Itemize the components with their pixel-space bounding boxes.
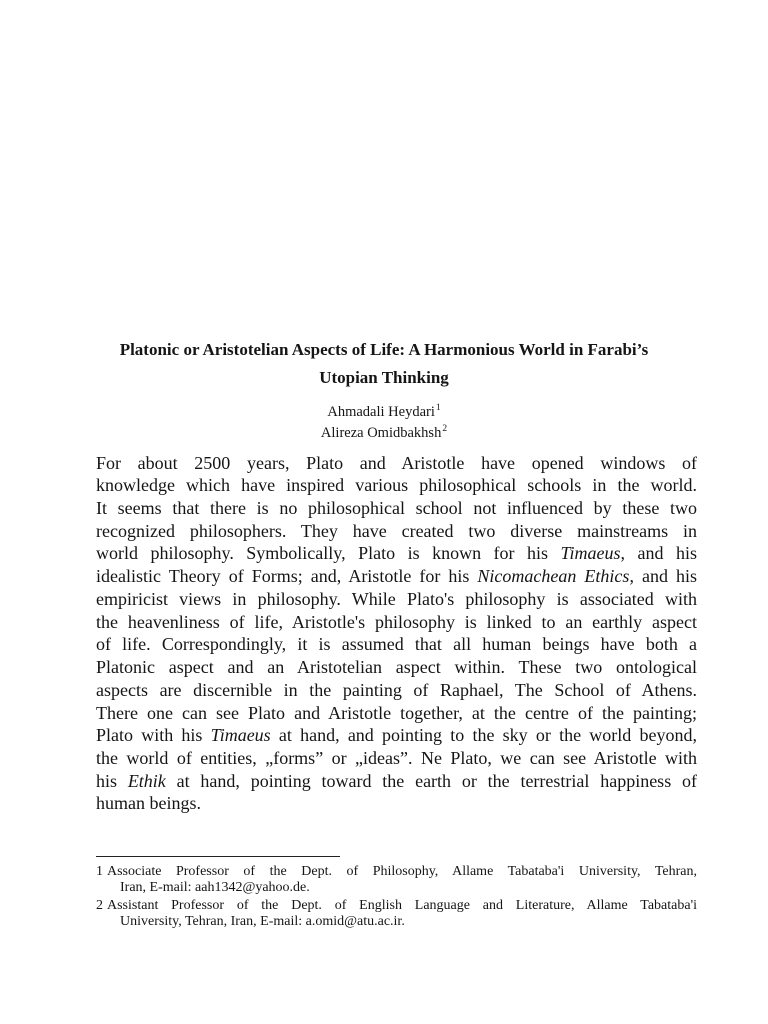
footnote-text: University, Tehran, Iran, E-mail: a.omid@atu.ac.ir. bbox=[120, 914, 405, 930]
footnote-separator bbox=[96, 856, 340, 857]
footnote-number: 1 bbox=[96, 863, 103, 879]
italic-work-title: Timaeus bbox=[560, 543, 621, 564]
body-line bbox=[96, 497, 697, 520]
body-line bbox=[96, 474, 697, 497]
line-text: , and his bbox=[629, 566, 698, 587]
footnote-line bbox=[96, 864, 697, 881]
body-line bbox=[96, 679, 697, 702]
footnote bbox=[96, 864, 697, 897]
body-line bbox=[96, 747, 697, 770]
italic-work-title: Ethik bbox=[127, 770, 166, 791]
italic-work-title: Timaeus bbox=[210, 725, 271, 746]
body-line bbox=[96, 770, 697, 793]
italic-work-title: Nicomachean Ethics bbox=[477, 566, 630, 587]
body-line bbox=[96, 702, 697, 725]
line-text: the heavenliness of life, Aristotle's philosophy is linked to an earthly aspect bbox=[96, 611, 697, 632]
paper-title-line: Utopian Thinking bbox=[319, 368, 449, 387]
author-name: Ahmadali Heydari bbox=[327, 403, 435, 420]
abstract-paragraph bbox=[96, 452, 697, 816]
body-line bbox=[96, 633, 697, 656]
footnote bbox=[96, 898, 697, 931]
footnotes bbox=[96, 864, 697, 931]
body-line bbox=[96, 724, 697, 747]
author-name: Alireza Omidbakhsh bbox=[320, 424, 442, 441]
paper-title bbox=[0, 336, 768, 392]
author-footnote-mark: 1 bbox=[435, 402, 441, 413]
line-text: , and his bbox=[620, 543, 697, 564]
line-text: There one can see Plato and Aristotle together, at the centre of the painting; bbox=[96, 702, 697, 723]
line-text: aspects are discernible in the painting of Raphael, The School of Athens. bbox=[96, 679, 697, 700]
footnote-text: Iran, E-mail: aah1342@yahoo.de. bbox=[120, 880, 310, 896]
footnote-number: 2 bbox=[96, 897, 103, 913]
body-line bbox=[96, 452, 697, 475]
footnote-line bbox=[96, 898, 697, 915]
body-line bbox=[96, 588, 697, 611]
line-text: Plato with his bbox=[96, 725, 211, 746]
line-text: human beings. bbox=[96, 793, 201, 814]
body-line bbox=[96, 520, 697, 543]
line-text: his bbox=[96, 770, 128, 791]
footnote-text: Assistant Professor of the Dept. of English Language and Literature, Allame Tabataba'i bbox=[107, 897, 697, 913]
footnote-text: Associate Professor of the Dept. of Philosophy, Allame Tabataba'i University, Tehran, bbox=[107, 863, 697, 879]
author bbox=[0, 423, 768, 444]
footnote-line bbox=[96, 914, 697, 931]
line-text: of life. Correspondingly, it is assumed that all human beings have both a bbox=[96, 634, 697, 655]
line-text: recognized philosophers. They have created two diverse mainstreams in bbox=[96, 520, 697, 541]
line-text: empiricist views in philosophy. While Plato's philosophy is associated with bbox=[96, 588, 697, 609]
line-text: Platonic aspect and an Aristotelian aspect within. These two ontological bbox=[96, 657, 697, 678]
line-text: at hand, and pointing to the sky or the world beyond, bbox=[270, 725, 698, 746]
line-text: It seems that there is no philosophical school not influenced by these two bbox=[96, 498, 697, 519]
line-text: at hand, pointing toward the earth or the terrestrial happiness of bbox=[165, 770, 697, 791]
line-text: knowledge which have inspired various philosophical schools in the world. bbox=[96, 475, 697, 496]
body-line bbox=[96, 656, 697, 679]
author-footnote-mark: 2 bbox=[442, 423, 448, 434]
paper-title-line: Platonic or Aristotelian Aspects of Life: A Harmonious World in Farabi’s bbox=[119, 340, 649, 359]
body-line bbox=[96, 611, 697, 634]
author bbox=[0, 402, 768, 423]
line-text: world philosophy. Symbolically, Plato is known for his bbox=[96, 543, 561, 564]
line-text: idealistic Theory of Forms; and, Aristotle for his bbox=[96, 566, 478, 587]
body-line bbox=[96, 542, 697, 565]
body-line bbox=[96, 792, 697, 815]
line-text: For about 2500 years, Plato and Aristotle have opened windows of bbox=[96, 452, 697, 473]
footnote-line bbox=[96, 880, 697, 897]
body-line bbox=[96, 565, 697, 588]
author-list bbox=[0, 402, 768, 444]
line-text: the world of entities, „forms” or „ideas”. Ne Plato, we can see Aristotle with bbox=[96, 747, 697, 768]
